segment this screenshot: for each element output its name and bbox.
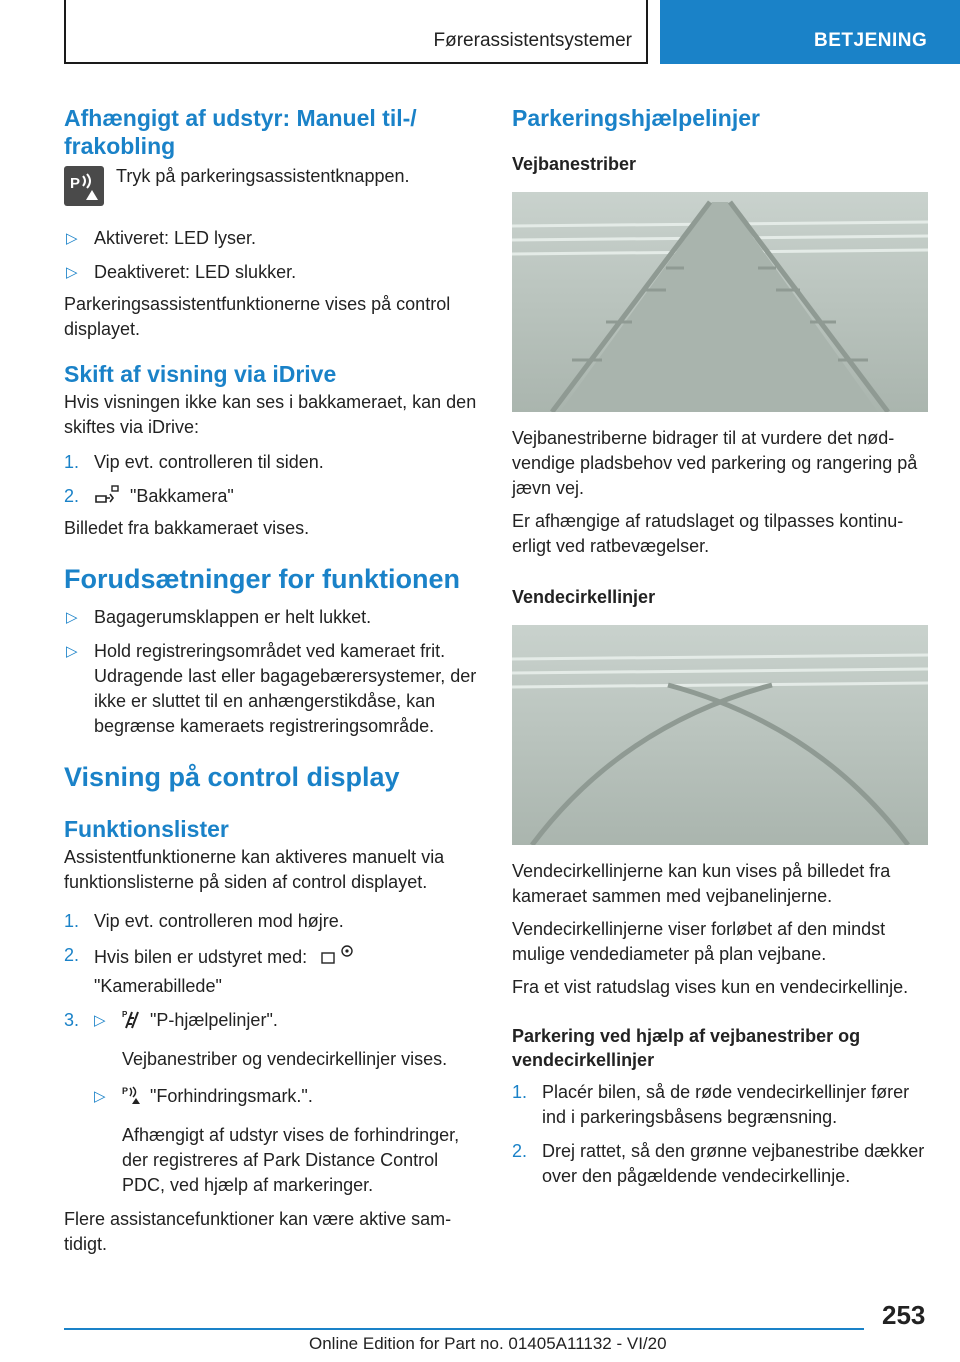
paragraph: Vejbanestriberne bidrager til at vurdere det nødvendige pladsbehov ved parkering og rangering på jævn vej. [512, 428, 918, 498]
list-text: Vip evt. controlleren mod højre. [94, 911, 344, 931]
list-text: Deaktiveret: LED slukker. [94, 262, 297, 282]
list-text: "Kamerabillede" [94, 976, 222, 996]
chapter-title: Førerassistentsystemer [433, 30, 632, 51]
p-guidelines-icon [122, 1008, 142, 1037]
right-column [512, 96, 928, 1189]
list-item [64, 639, 480, 739]
paragraph: Vendecirkellinjerne kan kun vises på billedet fra kameraet sammen med vejbanelinjerne. [512, 861, 891, 906]
list-text: Hold registreringsområdet ved kameraet frit. Udragende last eller bagagebærersystemer, der ikke er sluttet til en anhængerstikdåse, kan begrænse kameraets registreringsområde. [94, 641, 477, 736]
step-number: 2. [64, 945, 80, 965]
step-number: 1. [64, 452, 80, 472]
heading-lane-stripes: Vejbanestriber [512, 154, 637, 174]
list-item [64, 484, 480, 513]
step-number: 2. [64, 486, 80, 506]
bullet-triangle: ▷ [66, 643, 78, 660]
list-item [64, 226, 480, 251]
bullet-triangle: ▷ [94, 1012, 106, 1029]
list-item [64, 1084, 480, 1113]
left-column [64, 96, 480, 1257]
paragraph: Fra et vist ratudslag vises kun en vendecirkellinje. [512, 977, 909, 997]
paragraph: Vejbanestriber og vendecirkellinjer vises. [122, 1049, 448, 1069]
list-text: "Bakkamera" [130, 486, 234, 506]
heading-parking-procedure: Parkering ved hjælp af vejbanestriber og vendecirkellinjer [512, 1026, 861, 1070]
step-number: 1. [512, 1082, 528, 1102]
paragraph: Flere assistancefunktioner kan være aktive samtidigt. [64, 1209, 452, 1254]
step-number: 1. [64, 911, 80, 931]
footer-divider [64, 1328, 864, 1330]
list-text: "Forhindringsmark.". [150, 1086, 313, 1106]
list-item [512, 1139, 928, 1189]
list-text: "P-hjælpelinjer". [150, 1010, 278, 1030]
section-tab [660, 0, 960, 64]
turning-circle-image [512, 625, 928, 845]
list-item [64, 605, 480, 630]
list-text: Placér bilen, så de røde vendecirkellinjer fører ind i parkeringsbåsens begrænsning. [542, 1082, 910, 1127]
section-label: BETJENING [814, 30, 928, 51]
bullet-triangle: ▷ [66, 264, 78, 281]
heading-function-lists: Funktionslister [64, 816, 229, 842]
rear-camera-icon [94, 484, 122, 513]
heading-parking-lines: Parkeringshjælpelinjer [512, 105, 760, 131]
svg-text:P: P [122, 1086, 129, 1096]
list-text: Vip evt. controlleren til siden. [94, 452, 324, 472]
heading-control-display: Visning på control display [64, 762, 400, 792]
edition-text: Online Edition for Part no. 01405A11132 - VI/20 [309, 1334, 667, 1353]
list-item [64, 260, 480, 285]
camera-settings-icon [320, 943, 356, 974]
press-row [64, 164, 480, 212]
list-text: Aktiveret: LED lyser. [94, 228, 257, 248]
press-text: Tryk på parkeringsassistentknappen. [116, 166, 410, 186]
heading-prerequisites: Forudsætninger for funktionen [64, 564, 460, 594]
heading-turning-circle: Vendecirkellinjer [512, 587, 656, 607]
paragraph: Billedet fra bakkameraet vises. [64, 518, 310, 538]
list-item [64, 943, 480, 999]
step-number: 2. [512, 1141, 528, 1161]
list-item [64, 1008, 480, 1037]
paragraph: Hvis visningen ikke kan ses i bakkameraet, kan den skiftes via iDrive: [64, 392, 477, 437]
paragraph: Parkeringsassistentfunktionerne vises på control displayet. [64, 294, 451, 339]
step-number: 3. [64, 1010, 80, 1030]
header-title-box [64, 0, 648, 64]
heading-idrive: Skift af visning via iDrive [64, 361, 337, 387]
svg-text:P: P [70, 175, 81, 192]
page-number: 253 [882, 1300, 926, 1330]
lane-stripes-image [512, 192, 928, 412]
bullet-triangle: ▷ [94, 1088, 106, 1105]
park-assist-button-icon [64, 166, 104, 206]
heading-manual-toggle: Afhængigt af udstyr: Manuel til-/ frakobling [64, 105, 417, 159]
paragraph: Afhængigt af udstyr vises de forhindringer, der registreres af Park Distance Control PDC, ved hjælp af markeringer. [122, 1125, 460, 1195]
list-text: Bagagerumsklappen er helt lukket. [94, 607, 372, 627]
list-text: Hvis bilen er udstyret med: [94, 947, 308, 967]
list-item [64, 909, 480, 934]
paragraph: Assistentfunktionerne kan aktiveres manuelt via funktionslisterne på siden af control displayet. [64, 847, 445, 892]
bullet-triangle: ▷ [66, 230, 78, 247]
paragraph: Vendecirkellinjerne viser forløbet af den mindst mulige vendediameter på plan vejbane. [512, 919, 886, 964]
list-text: Drej rattet, så den grønne vejbanestribe dækker over den pågældende vendecirkellinje. [542, 1141, 925, 1186]
list-item [512, 1080, 928, 1130]
svg-text:P: P [122, 1010, 128, 1019]
paragraph: Er afhængige af ratudslaget og tilpasses kontinuerligt ved ratbevægelser. [512, 511, 904, 556]
bullet-triangle: ▷ [66, 609, 78, 626]
list-item [64, 450, 480, 475]
obstacle-marking-icon [122, 1084, 142, 1113]
